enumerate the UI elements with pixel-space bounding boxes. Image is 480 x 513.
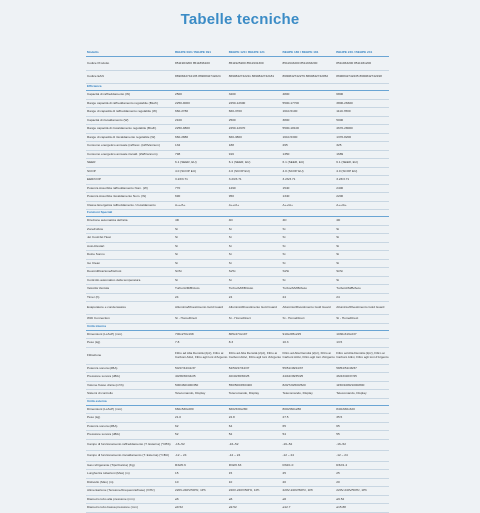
table-row xyxy=(86,251,389,260)
table-row xyxy=(86,71,389,84)
table-row xyxy=(86,479,389,488)
table-row xyxy=(86,142,389,151)
row-value: ø6 xyxy=(282,497,287,501)
table-row xyxy=(86,176,389,185)
row-value: 2200 xyxy=(336,195,344,199)
row-label: Filtrazione xyxy=(87,352,102,357)
table-row xyxy=(86,57,389,71)
row-label: Lunghezza tubazioni (Max) (m) xyxy=(87,471,130,476)
row-value: Turbo/A/M/B/Auto xyxy=(282,287,307,291)
row-value: 3800 xyxy=(282,118,290,122)
row-label: Potenza Assorbita raffreddamento Nom. (W) xyxy=(87,185,148,190)
row-value: 24 xyxy=(175,295,179,299)
row-value: Telecomando, Display xyxy=(336,392,367,396)
row-value: Sì/Sì xyxy=(175,270,182,274)
row-value: 20 xyxy=(282,480,286,484)
row-value: 4.0 (SCOP EU) xyxy=(228,169,250,173)
table-row xyxy=(86,339,389,348)
row-value: Sì/Sì xyxy=(336,270,343,274)
table-row xyxy=(86,226,389,235)
row-label: Dimensioni (LxAxP) (mm) xyxy=(87,331,123,336)
table-row xyxy=(86,168,389,177)
row-label: Diametro tubo bassa pressione (mm) xyxy=(87,505,138,510)
row-value: 1350 xyxy=(282,152,290,156)
row-value: ø9.52 xyxy=(336,497,345,501)
table-row xyxy=(86,193,389,202)
row-label: Campo di funzionamento raffreddamento (T. Esterna) (°CBS) xyxy=(87,441,171,446)
row-value: 798 xyxy=(175,152,181,156)
row-value: 64 xyxy=(228,424,233,428)
row-value: 1370-8200 xyxy=(336,135,352,139)
row-value: -16~52 xyxy=(282,442,293,446)
row-value: 220V-240V/50Hz, 1Ph xyxy=(175,489,206,493)
row-value: 25 xyxy=(282,472,286,476)
row-value: 132 xyxy=(175,144,181,148)
row-value: 3.23/3.71 xyxy=(336,178,350,182)
table-row xyxy=(86,390,389,399)
row-value: Sì - HomeDirect xyxy=(175,317,198,321)
row-label: Potenza Assorbita riscaldamento Nom. (W) xyxy=(87,194,147,199)
row-value: Telecomando, Display xyxy=(282,392,313,396)
row-value: 55/51/48/44/37 xyxy=(282,366,304,370)
row-value: 13.5 xyxy=(336,341,343,345)
row-value: 950 xyxy=(228,195,234,199)
header-cell: BEHPE 180 / BEHPE 181 xyxy=(282,51,319,55)
row-value: ø9.52 xyxy=(175,506,183,510)
table-row xyxy=(86,423,389,432)
section-header xyxy=(86,210,389,217)
row-label: Peso (kg) xyxy=(87,415,101,420)
row-label: Capacità di raffreddamento (W) xyxy=(87,92,131,97)
row-value: Sì xyxy=(175,227,178,231)
row-label: Pressione sonora (dBA) xyxy=(87,374,120,379)
row-value: 4D xyxy=(228,219,233,223)
row-value: 820/720/600/520 xyxy=(282,383,306,387)
row-label: Gas refrigerante (Tipo/Carica) (Kg) xyxy=(87,462,135,467)
section-header xyxy=(86,324,389,331)
row-value: 24 xyxy=(336,295,340,299)
row-value: 27.5 xyxy=(282,416,289,420)
section-header xyxy=(86,399,389,406)
row-label: Alimentazione (Tensione/Frequenza/Fase) (V/Hz) xyxy=(87,488,155,493)
row-value: A++/A+ xyxy=(336,203,347,207)
row-value: 3.23/3.71 xyxy=(228,178,242,182)
row-value: 7.8 xyxy=(175,341,180,345)
section-title: Unità esterna xyxy=(87,398,107,403)
row-value: Telecomando, Display xyxy=(228,392,260,396)
row-value: Sì/Sì xyxy=(228,270,236,274)
table-row xyxy=(86,202,389,211)
table-row xyxy=(86,348,389,365)
row-value: 2100 xyxy=(175,118,182,122)
row-value: ø15.88 xyxy=(336,506,346,510)
table-row xyxy=(86,125,389,134)
row-label: Range capacità di raffreddamento regolabile (Btu/h) xyxy=(87,100,158,105)
row-value: 4670-28000 xyxy=(336,127,353,131)
row-value: Sì xyxy=(282,253,286,257)
row-value: 50/47/44/41/37 xyxy=(175,366,196,370)
row-value: 22.8 xyxy=(228,416,235,420)
row-value: 4D xyxy=(175,219,179,223)
row-value: -12 ~ 24 xyxy=(282,453,294,457)
row-value: Sì xyxy=(228,261,232,265)
row-label: Codice EAN xyxy=(87,74,104,79)
table-row xyxy=(86,151,389,160)
row-value: Sì xyxy=(336,236,340,240)
row-label: Classe Energetica raffreddamento / riscaldamento xyxy=(87,202,156,207)
row-value: 58/54/51/48/37 xyxy=(336,366,357,370)
row-value: 2500 xyxy=(175,93,182,97)
row-value: ø12.7 xyxy=(282,506,291,510)
row-value: 1030x319x237 xyxy=(336,332,357,336)
row-label: Go Clean xyxy=(87,260,101,265)
row-value: 6.1 (SEER, EU) xyxy=(228,161,251,165)
row-value: 10 xyxy=(175,480,179,484)
row-value: 65 xyxy=(336,424,340,428)
table-row xyxy=(86,315,389,324)
header-cell: BEHPE 120 / BEHPE 121 xyxy=(228,51,265,55)
row-label: Evaporatore e condensatore xyxy=(87,305,127,310)
row-value: Telecomando, Display xyxy=(175,392,206,396)
row-value: Filtro ad Alta Densità (2pz), Filtro ai Carboni Attivi, Filtro agli Ioni d'Argento xyxy=(228,352,282,359)
row-value: 44/42/38/35/25 xyxy=(282,375,304,379)
row-value: 24 xyxy=(282,295,286,299)
row-value: -16~52 xyxy=(175,442,185,446)
row-value: 6.1 (SEER, EU) xyxy=(336,161,358,165)
row-value: 1610-5100 xyxy=(282,110,298,114)
row-label: Dimensioni (LxAxP) (mm) xyxy=(87,406,123,411)
table-row xyxy=(86,331,389,340)
table-row xyxy=(86,302,389,315)
row-value: Turbo/A/M/B/Auto xyxy=(228,287,254,291)
row-value: ø6 xyxy=(228,497,233,501)
row-value: 35.5 xyxy=(336,416,343,420)
row-value: 52 xyxy=(228,433,233,437)
row-value: 4D xyxy=(336,219,341,223)
row-value: 840x630x320 xyxy=(336,407,355,411)
table-row xyxy=(86,470,389,479)
row-value: -12 ~ 24 xyxy=(175,453,187,457)
row-value: Sì xyxy=(282,278,286,282)
row-value: 8690842742211 8690842742181 xyxy=(228,75,275,79)
row-value: 2250-12970 xyxy=(228,127,246,131)
row-value: Sì xyxy=(336,278,340,282)
row-value: Alluminio/Rivestimento Gold Guard xyxy=(336,306,385,310)
table-row xyxy=(86,365,389,374)
row-value: 2250-9000 xyxy=(175,101,190,105)
row-value: 220V-240V/50Hz, 1Ph xyxy=(228,489,260,493)
row-label: Range di capacità di raffreddamento regolabile (W) xyxy=(87,109,157,114)
row-value: Sì xyxy=(336,227,340,231)
row-value: 800x560x280 xyxy=(282,407,302,411)
row-value: 1150/1080/1000/800 xyxy=(336,383,365,387)
row-value: 188 xyxy=(228,144,234,148)
row-value: 550/500/450/400 xyxy=(228,383,252,387)
table-row xyxy=(86,382,389,391)
row-label: Potenza sonora (dBA) xyxy=(87,365,118,370)
row-label: Campo di funzionamento riscaldamento (T. Esterna) (°CBU) xyxy=(87,452,170,457)
row-value: A++/A+ xyxy=(228,203,240,207)
row-value: 2500 xyxy=(228,118,236,122)
row-value: 700x270x198 xyxy=(175,332,194,336)
page-title: Tabelle tecniche xyxy=(180,11,300,28)
row-value: R32/0.6 xyxy=(175,463,186,467)
row-value: R32/0.63 xyxy=(228,463,242,467)
table-row xyxy=(86,134,389,143)
row-value: 325 xyxy=(336,144,342,148)
table-row xyxy=(86,108,389,117)
row-value: Sì xyxy=(228,244,232,248)
row-value: 910x295x225 xyxy=(282,332,302,336)
row-value: 916 xyxy=(228,152,234,156)
row-label: Timer (h) xyxy=(87,294,100,299)
row-value: Sì xyxy=(175,236,178,240)
row-value: 40/38/36/34/25 xyxy=(175,375,196,379)
row-value: Sì xyxy=(282,244,286,248)
row-value: 1610-5300 xyxy=(282,135,298,139)
row-value: Alluminio/Rivestimento Gold Guard xyxy=(175,306,224,310)
row-value: 54 xyxy=(282,433,286,437)
table-row xyxy=(86,234,389,243)
row-value: 1340 xyxy=(282,195,290,199)
row-label: Range di capacità di riscaldamento regolabile (W) xyxy=(87,134,156,139)
row-value: 8690842742279 8690842742052 xyxy=(282,75,329,79)
row-value: 220V-240V/50Hz, 1Ph xyxy=(282,489,314,493)
row-value: 805x274x197 xyxy=(228,332,248,336)
table-row xyxy=(86,100,389,109)
table-row xyxy=(86,117,389,126)
row-value: 8511925200 8511931300 xyxy=(228,61,264,65)
row-value: 2250-12600 xyxy=(228,101,246,105)
spec-table xyxy=(86,50,389,513)
row-value: 660-2780 xyxy=(175,110,189,114)
row-value: 15 xyxy=(175,472,179,476)
row-label: Dislivello (Max) (m) xyxy=(87,479,114,484)
row-value: Sì xyxy=(228,253,232,257)
table-row xyxy=(86,243,389,252)
row-value: 8511903200 8511896100 xyxy=(175,61,210,65)
row-value: 6.1 (SEER, EU) xyxy=(282,161,305,165)
row-value: 5500-18100 xyxy=(282,127,300,131)
header-cell: BEHPE 240 / BEHPE 241 xyxy=(336,51,373,55)
row-value: Sì xyxy=(228,236,232,240)
row-value: 40/40/38/36/25 xyxy=(228,375,250,379)
row-label: Jet Cool/Jet Heat xyxy=(87,235,111,240)
row-value: 3200 xyxy=(228,93,236,97)
row-value: 4.0 (SCOP EU) xyxy=(336,169,358,173)
row-value: Sì/Sì xyxy=(282,270,290,274)
row-value: A++/A+ xyxy=(175,203,186,207)
row-label: EER/COP xyxy=(87,177,101,182)
row-value: 62 xyxy=(175,424,179,428)
row-value: -16~52 xyxy=(336,442,346,446)
row-label: Sistemi di controllo xyxy=(87,391,113,396)
table-header xyxy=(86,50,389,57)
row-label: Peso (kg) xyxy=(87,340,101,345)
table-row xyxy=(86,185,389,194)
section-title: Unità interna xyxy=(87,323,106,328)
row-value: 15 xyxy=(228,472,233,476)
row-value: 660x530x280 xyxy=(228,407,248,411)
row-value: 4800 xyxy=(282,93,290,97)
row-label: Consumo energetico annuale (raffresc. (kWh/annum) xyxy=(87,143,160,148)
table-row xyxy=(86,451,389,462)
table-row xyxy=(86,277,389,286)
row-label: Direzione automatica dell'aria xyxy=(87,218,128,223)
row-label: WiFi Connection xyxy=(87,316,110,321)
row-value: Sì xyxy=(336,244,340,248)
section-title: Efficienza xyxy=(87,84,102,89)
row-value: -16~52 xyxy=(228,442,239,446)
row-label: SEER xyxy=(87,160,96,165)
row-value: 65 xyxy=(282,424,286,428)
row-value: 21.0 xyxy=(175,416,182,420)
row-value: 8511963200 8511931200 xyxy=(336,61,372,65)
row-value: Sì xyxy=(282,261,286,265)
row-value: 295 xyxy=(282,144,288,148)
row-value: 52/50/47/44/37 xyxy=(228,366,250,370)
row-label: Controllo automatico della temperatura xyxy=(87,277,141,282)
row-value: 4.0 (SCOP EU) xyxy=(175,169,197,173)
row-value: 24 xyxy=(228,295,233,299)
table-row xyxy=(86,217,389,226)
row-value: 660-2880 xyxy=(175,135,189,139)
row-value: Sì xyxy=(336,253,340,257)
row-value: 660-3700 xyxy=(228,110,242,114)
row-value: 1689 xyxy=(336,152,344,156)
row-value: 4.0 (SCOP EU) xyxy=(282,169,304,173)
row-label: Auto-Restart xyxy=(87,243,105,248)
row-value: Filtro ad Alta Densità (2pz), Filtro ai Carboni Attivi, Filtro agli Ioni d'Argento xyxy=(175,352,228,359)
table-row xyxy=(86,414,389,423)
table-row xyxy=(86,487,389,496)
row-value: Sì xyxy=(282,236,286,240)
row-value: 8.3 xyxy=(228,341,234,345)
row-value: 6.1 (SEER, EU) xyxy=(175,161,197,165)
row-value: R32/1.4 xyxy=(336,463,348,467)
table-row xyxy=(86,285,389,294)
row-label: Velocità Ventola xyxy=(87,286,110,291)
row-value: 5500-17700 xyxy=(282,101,300,105)
row-label: Potenza sonora (dBA) xyxy=(87,423,118,428)
row-value: 6800 xyxy=(336,93,344,97)
row-value: Alluminio/Rivestimento Gold Guard xyxy=(228,306,277,310)
header-cell: BEHPE 090 / BEHPE 091 xyxy=(175,51,211,55)
row-value: 660-3800 xyxy=(228,135,242,139)
row-value: Sì xyxy=(336,261,340,265)
table-row xyxy=(86,406,389,415)
table-row xyxy=(86,431,389,440)
row-value: 25 xyxy=(336,472,340,476)
row-value: Filtro ad Alta Densità (2pz), Filtro ai Carboni Attivi, Filtro agli Ioni d'Argento xyxy=(282,352,335,359)
row-value: 500/460/400/350 xyxy=(175,383,199,387)
row-value: 660x530x280 xyxy=(175,407,194,411)
row-value: 2400 xyxy=(336,186,344,190)
row-value: Turbo/A/M/B/Auto xyxy=(336,287,361,291)
row-label: SCOP xyxy=(87,168,96,173)
header-cell: Modello xyxy=(87,50,99,55)
table-row xyxy=(86,91,389,100)
row-label: Codice Prodotto xyxy=(87,60,110,65)
row-label: Capacità di riscaldamento (W) xyxy=(87,117,129,122)
row-value: 20 xyxy=(336,480,340,484)
table-row xyxy=(86,496,389,505)
row-value: Sì - HomeDirect xyxy=(282,317,305,321)
row-label: Deumidificazione/Defrost xyxy=(87,269,122,274)
row-value: 1110-7800 xyxy=(336,110,351,114)
row-value: 4D xyxy=(282,219,287,223)
row-value: 220V-240V/50Hz, 1Ph xyxy=(336,489,367,493)
table-row xyxy=(86,268,389,277)
section-title: Funzioni Speciali xyxy=(87,210,113,215)
row-value: 10.3 xyxy=(282,341,289,345)
table-row xyxy=(86,504,389,513)
row-value: ø9.52 xyxy=(228,506,237,510)
row-value: 55 xyxy=(336,433,340,437)
row-value: -12 ~ 24 xyxy=(228,453,241,457)
table-row xyxy=(86,294,389,303)
row-value: 3.23/3.71 xyxy=(282,178,296,182)
row-value: Sì - HomeDirect xyxy=(228,317,251,321)
row-value: 10 xyxy=(228,480,233,484)
row-value: 8511943200 8511933200 xyxy=(282,61,318,65)
row-value: 46/43/40/37/25 xyxy=(336,375,357,379)
row-value: 1290 xyxy=(228,186,236,190)
table-row xyxy=(86,462,389,471)
row-value: Sì - HomeDirect xyxy=(336,317,359,321)
row-value: Sì xyxy=(282,227,286,231)
row-label: Diametro tubo alta pressione (mm) xyxy=(87,496,135,501)
row-value: 3800-26600 xyxy=(336,101,353,105)
table-row xyxy=(86,260,389,269)
row-label: Dolce Sonno xyxy=(87,252,105,257)
row-value: Turbo/A/M/B/Auto xyxy=(175,287,200,291)
row-label: Consumo energetico annuale riscald. (kWh/annum) xyxy=(87,151,158,156)
row-value: Sì xyxy=(175,261,178,265)
row-value: 3.23/3.71 xyxy=(175,178,188,182)
row-label: Pressione sonora (dBA) xyxy=(87,432,120,437)
table-row xyxy=(86,159,389,168)
row-value: Sì xyxy=(175,278,178,282)
row-value: A++/A+ xyxy=(282,203,293,207)
row-value: ø6 xyxy=(175,497,179,501)
row-value: R32/1.0 xyxy=(282,463,294,467)
row-value: 690 xyxy=(175,195,181,199)
row-value: 2250-9800 xyxy=(175,127,190,131)
row-value: -12 ~ 24 xyxy=(336,453,348,457)
table-row xyxy=(86,373,389,382)
row-value: Sì xyxy=(175,244,178,248)
row-value: 8690842742135 8690842742224 xyxy=(175,75,221,79)
row-value: 52 xyxy=(175,433,179,437)
table-row xyxy=(86,440,389,451)
row-value: Sì xyxy=(228,278,232,282)
section-header xyxy=(86,84,389,91)
row-value: Sì xyxy=(228,227,232,231)
row-label: Volume flusso d'aria (m³/h) xyxy=(87,382,124,387)
row-label: ZoneFollow xyxy=(87,226,103,231)
row-value: 1540 xyxy=(282,186,290,190)
row-value: 5000 xyxy=(336,118,344,122)
row-value: 8690842742235 8690842742198 xyxy=(336,75,382,79)
row-label: Range capacità di riscaldamento regolabile (Btu/h) xyxy=(87,126,157,131)
row-value: Filtro ad Alta Densità (2pz), Filtro ai Carboni Attivi, Filtro agli Ioni d'Argento xyxy=(336,352,389,359)
row-value: Sì xyxy=(175,253,178,257)
row-value: Alluminio/Rivestimento Gold Guard xyxy=(282,306,331,310)
row-value: 770 xyxy=(175,186,181,190)
